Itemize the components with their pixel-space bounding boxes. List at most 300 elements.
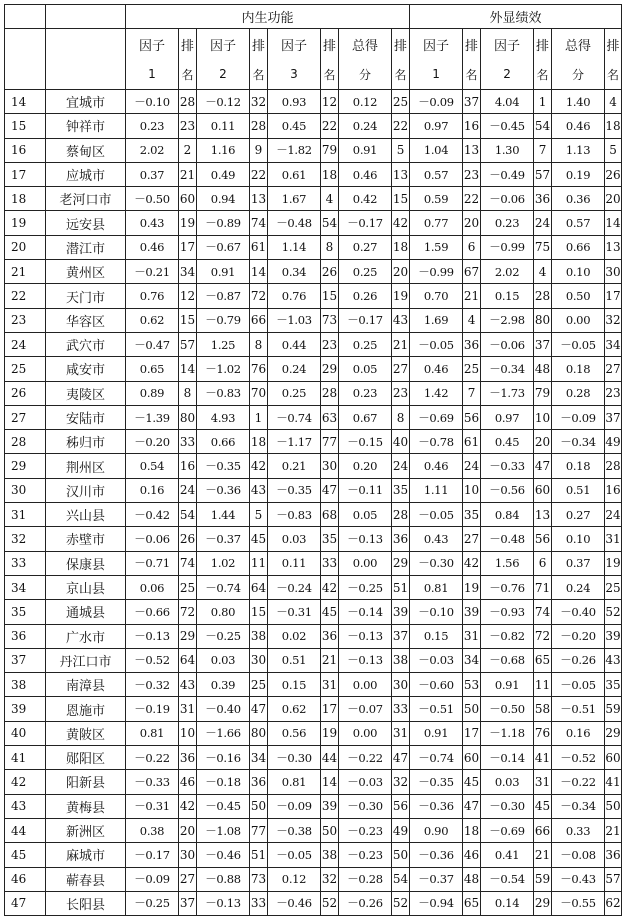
cell-outer-total-score: 0.36: [552, 187, 605, 211]
cell-inner-total-score: 0.67: [339, 405, 392, 429]
cell-inner-factor1-rank: 57: [179, 332, 197, 356]
cell-row-index: 15: [5, 114, 46, 138]
cell-inner-factor3: －0.24: [268, 575, 321, 599]
cell-outer-total-score: 0.27: [552, 503, 605, 527]
cell-inner-factor2: 0.66: [197, 430, 250, 454]
cell-row-index: 43: [5, 794, 46, 818]
cell-outer-total-rank: 52: [605, 600, 622, 624]
cell-inner-factor3: 0.11: [268, 551, 321, 575]
cell-row-index: 23: [5, 308, 46, 332]
cell-outer-total-score: －0.43: [552, 867, 605, 891]
cell-inner-factor3: 0.21: [268, 454, 321, 478]
cell-inner-factor3: 1.14: [268, 235, 321, 259]
group-header-inner: 内生功能: [126, 5, 410, 29]
cell-inner-factor1: －0.50: [126, 187, 179, 211]
cell-inner-total-score: －0.13: [339, 648, 392, 672]
cell-inner-factor3-rank: 54: [321, 211, 339, 235]
table-row: [5, 405, 622, 429]
cell-inner-factor3: 0.15: [268, 673, 321, 697]
cell-inner-factor3: 0.34: [268, 260, 321, 284]
cell-outer-factor2: －0.33: [481, 454, 534, 478]
cell-region-name: 天门市: [46, 284, 126, 308]
col-header-top: 因子: [197, 29, 250, 60]
group-header-outer: 外显绩效: [410, 5, 622, 29]
cell-inner-total-score: 0.25: [339, 260, 392, 284]
table-row: [5, 600, 622, 624]
cell-outer-factor1: －0.69: [410, 405, 463, 429]
cell-inner-factor1-rank: 26: [179, 527, 197, 551]
cell-inner-factor2: －0.25: [197, 624, 250, 648]
cell-outer-total-rank: 21: [605, 818, 622, 842]
cell-inner-factor2: －0.45: [197, 794, 250, 818]
cell-inner-factor3: 0.12: [268, 867, 321, 891]
cell-inner-total-score: 0.00: [339, 721, 392, 745]
cell-inner-factor3: 1.67: [268, 187, 321, 211]
cell-inner-total-score: －0.11: [339, 478, 392, 502]
cell-inner-factor1: 0.65: [126, 357, 179, 381]
cell-inner-factor1-rank: 17: [179, 235, 197, 259]
cell-inner-factor1: 0.62: [126, 308, 179, 332]
cell-inner-total-score: －0.26: [339, 891, 392, 915]
cell-inner-total-score: －0.17: [339, 211, 392, 235]
cell-outer-factor2-rank: 24: [534, 211, 552, 235]
cell-inner-factor1: 0.06: [126, 575, 179, 599]
cell-inner-factor1: －0.21: [126, 260, 179, 284]
cell-outer-factor1: －0.94: [410, 891, 463, 915]
cell-outer-factor1-rank: 67: [463, 260, 481, 284]
cell-outer-factor2: 1.30: [481, 138, 534, 162]
cell-outer-factor2-rank: 31: [534, 770, 552, 794]
cell-region-name: 京山县: [46, 575, 126, 599]
cell-outer-total-score: 0.18: [552, 454, 605, 478]
table-row: [5, 162, 622, 186]
col-header-top: 排: [250, 29, 268, 60]
cell-inner-total-rank: 28: [392, 503, 410, 527]
cell-outer-factor2-rank: 57: [534, 162, 552, 186]
cell-inner-factor2-rank: 9: [250, 138, 268, 162]
cell-inner-factor1-rank: 23: [179, 114, 197, 138]
table-row: [5, 430, 622, 454]
cell-region-name: 远安县: [46, 211, 126, 235]
cell-outer-total-rank: 27: [605, 357, 622, 381]
cell-row-index: 31: [5, 503, 46, 527]
cell-inner-factor3-rank: 31: [321, 673, 339, 697]
cell-inner-factor2-rank: 11: [250, 551, 268, 575]
cell-outer-factor2-rank: 13: [534, 503, 552, 527]
cell-inner-factor2-rank: 42: [250, 454, 268, 478]
col-header-top: 因子: [126, 29, 179, 60]
cell-outer-total-rank: 16: [605, 478, 622, 502]
table-row: [5, 114, 622, 138]
cell-outer-factor1-rank: 7: [463, 381, 481, 405]
cell-inner-factor1-rank: 12: [179, 284, 197, 308]
cell-inner-total-score: 0.05: [339, 503, 392, 527]
header-subbottom-row: [5, 59, 622, 90]
cell-inner-factor1: 0.16: [126, 478, 179, 502]
cell-inner-total-score: 0.42: [339, 187, 392, 211]
cell-inner-factor3-rank: 50: [321, 818, 339, 842]
cell-inner-factor2-rank: 30: [250, 648, 268, 672]
cell-inner-factor1-rank: 60: [179, 187, 197, 211]
cell-inner-factor2-rank: 66: [250, 308, 268, 332]
cell-outer-factor1: 0.81: [410, 575, 463, 599]
cell-inner-total-rank: 25: [392, 90, 410, 114]
cell-region-name: 南漳县: [46, 673, 126, 697]
cell-inner-total-rank: 40: [392, 430, 410, 454]
cell-inner-total-score: 0.05: [339, 357, 392, 381]
cell-inner-factor3-rank: 4: [321, 187, 339, 211]
cell-inner-factor3-rank: 39: [321, 794, 339, 818]
cell-inner-factor2-rank: 80: [250, 721, 268, 745]
cell-inner-factor2-rank: 74: [250, 211, 268, 235]
cell-region-name: 安陆市: [46, 405, 126, 429]
cell-outer-total-rank: 35: [605, 673, 622, 697]
col-header-bottom: 名: [392, 59, 410, 90]
cell-region-name: 蔡甸区: [46, 138, 126, 162]
cell-outer-factor1-rank: 20: [463, 211, 481, 235]
cell-inner-total-score: －0.23: [339, 818, 392, 842]
cell-outer-total-rank: 24: [605, 503, 622, 527]
cell-outer-factor1: 0.46: [410, 357, 463, 381]
cell-region-name: 赤壁市: [46, 527, 126, 551]
cell-row-index: 29: [5, 454, 46, 478]
cell-inner-factor2: －0.16: [197, 746, 250, 770]
header-blank-name: [46, 29, 126, 60]
cell-outer-factor2: －0.06: [481, 187, 534, 211]
cell-region-name: 阳新县: [46, 770, 126, 794]
cell-inner-factor1-rank: 29: [179, 624, 197, 648]
cell-inner-total-rank: 36: [392, 527, 410, 551]
cell-inner-factor2: －0.79: [197, 308, 250, 332]
cell-outer-total-rank: 4: [605, 90, 622, 114]
cell-row-index: 26: [5, 381, 46, 405]
cell-inner-factor2-rank: 8: [250, 332, 268, 356]
cell-row-index: 36: [5, 624, 46, 648]
cell-outer-factor2: 2.02: [481, 260, 534, 284]
cell-inner-factor2: 1.44: [197, 503, 250, 527]
cell-inner-factor1-rank: 28: [179, 90, 197, 114]
cell-row-index: 44: [5, 818, 46, 842]
cell-inner-factor1: －0.42: [126, 503, 179, 527]
cell-inner-total-rank: 39: [392, 600, 410, 624]
cell-region-name: 新洲区: [46, 818, 126, 842]
cell-inner-factor3: 0.44: [268, 332, 321, 356]
cell-inner-factor1: 0.43: [126, 211, 179, 235]
cell-inner-factor3: 0.25: [268, 381, 321, 405]
cell-outer-factor1: －0.05: [410, 503, 463, 527]
cell-inner-factor1-rank: 34: [179, 260, 197, 284]
cell-outer-total-score: 1.40: [552, 90, 605, 114]
cell-outer-factor1-rank: 45: [463, 770, 481, 794]
cell-inner-factor3: 0.61: [268, 162, 321, 186]
cell-inner-factor1-rank: 31: [179, 697, 197, 721]
cell-inner-total-rank: 30: [392, 673, 410, 697]
cell-outer-factor1: 0.43: [410, 527, 463, 551]
cell-inner-total-rank: 38: [392, 648, 410, 672]
col-header-top: 因子: [481, 29, 534, 60]
cell-outer-total-rank: 43: [605, 648, 622, 672]
cell-inner-factor1: 0.46: [126, 235, 179, 259]
cell-row-index: 37: [5, 648, 46, 672]
cell-inner-factor2-rank: 33: [250, 891, 268, 915]
cell-inner-factor3: 0.51: [268, 648, 321, 672]
cell-row-index: 32: [5, 527, 46, 551]
header-group-row: [5, 5, 622, 29]
header-blank-index: [5, 5, 46, 29]
cell-inner-factor3-rank: 19: [321, 721, 339, 745]
cell-inner-factor1: －0.22: [126, 746, 179, 770]
col-header-bottom: 2: [197, 59, 250, 90]
cell-outer-factor2: －0.68: [481, 648, 534, 672]
table-row: [5, 648, 622, 672]
cell-inner-factor2: －1.66: [197, 721, 250, 745]
cell-outer-factor1-rank: 22: [463, 187, 481, 211]
cell-inner-factor2-rank: 43: [250, 478, 268, 502]
cell-inner-total-score: －0.17: [339, 308, 392, 332]
cell-outer-total-rank: 25: [605, 575, 622, 599]
cell-outer-factor2-rank: 59: [534, 867, 552, 891]
cell-inner-total-score: －0.13: [339, 527, 392, 551]
cell-inner-factor3-rank: 63: [321, 405, 339, 429]
cell-outer-total-rank: 20: [605, 187, 622, 211]
cell-row-index: 33: [5, 551, 46, 575]
table-row: [5, 357, 622, 381]
cell-inner-factor2-rank: 64: [250, 575, 268, 599]
cell-outer-factor2: 0.15: [481, 284, 534, 308]
cell-outer-total-rank: 41: [605, 770, 622, 794]
cell-inner-factor1-rank: 27: [179, 867, 197, 891]
cell-outer-total-score: 0.46: [552, 114, 605, 138]
cell-inner-factor2: 0.11: [197, 114, 250, 138]
cell-inner-factor3: －0.74: [268, 405, 321, 429]
cell-outer-factor1-rank: 24: [463, 454, 481, 478]
cell-outer-factor1: 0.91: [410, 721, 463, 745]
cell-region-name: 蕲春县: [46, 867, 126, 891]
cell-inner-factor2-rank: 73: [250, 867, 268, 891]
cell-row-index: 28: [5, 430, 46, 454]
cell-outer-factor1-rank: 4: [463, 308, 481, 332]
cell-inner-total-score: －0.25: [339, 575, 392, 599]
table-row: [5, 746, 622, 770]
cell-inner-total-rank: 13: [392, 162, 410, 186]
cell-inner-factor3: 0.76: [268, 284, 321, 308]
cell-row-index: 41: [5, 746, 46, 770]
cell-outer-factor1-rank: 23: [463, 162, 481, 186]
cell-inner-factor2-rank: 36: [250, 770, 268, 794]
cell-outer-factor2-rank: 41: [534, 746, 552, 770]
table-row: [5, 770, 622, 794]
cell-inner-factor1-rank: 36: [179, 746, 197, 770]
cell-inner-factor1-rank: 74: [179, 551, 197, 575]
cell-outer-factor2-rank: 80: [534, 308, 552, 332]
cell-row-index: 17: [5, 162, 46, 186]
cell-inner-total-rank: 5: [392, 138, 410, 162]
cell-inner-factor3-rank: 28: [321, 381, 339, 405]
cell-outer-total-score: －0.34: [552, 430, 605, 454]
cell-inner-factor1: －0.17: [126, 843, 179, 867]
col-header-top: 排: [534, 29, 552, 60]
cell-outer-factor2: －0.56: [481, 478, 534, 502]
cell-outer-total-score: 0.66: [552, 235, 605, 259]
cell-outer-total-rank: 31: [605, 527, 622, 551]
cell-inner-factor2-rank: 77: [250, 818, 268, 842]
cell-outer-factor1-rank: 60: [463, 746, 481, 770]
cell-inner-factor3: 0.81: [268, 770, 321, 794]
cell-inner-factor3: 0.56: [268, 721, 321, 745]
cell-inner-factor1-rank: 64: [179, 648, 197, 672]
cell-inner-factor1: －0.32: [126, 673, 179, 697]
cell-inner-factor1: －0.47: [126, 332, 179, 356]
cell-inner-factor1-rank: 72: [179, 600, 197, 624]
cell-inner-total-rank: 33: [392, 697, 410, 721]
cell-outer-factor1: －0.36: [410, 843, 463, 867]
cell-inner-factor1-rank: 80: [179, 405, 197, 429]
cell-inner-factor3: －0.38: [268, 818, 321, 842]
cell-outer-factor1-rank: 34: [463, 648, 481, 672]
cell-region-name: 华容区: [46, 308, 126, 332]
cell-outer-factor1-rank: 65: [463, 891, 481, 915]
cell-outer-factor1: －0.99: [410, 260, 463, 284]
cell-outer-factor1: －0.03: [410, 648, 463, 672]
cell-inner-factor3: 0.62: [268, 697, 321, 721]
cell-outer-factor1: 0.46: [410, 454, 463, 478]
cell-inner-factor3-rank: 18: [321, 162, 339, 186]
cell-outer-total-rank: 13: [605, 235, 622, 259]
cell-outer-total-score: －0.05: [552, 332, 605, 356]
cell-outer-factor1: 0.90: [410, 818, 463, 842]
cell-outer-factor2: 0.97: [481, 405, 534, 429]
cell-inner-total-rank: 52: [392, 891, 410, 915]
cell-inner-factor2-rank: 18: [250, 430, 268, 454]
table-row: [5, 551, 622, 575]
cell-inner-factor2-rank: 38: [250, 624, 268, 648]
cell-outer-factor2-rank: 10: [534, 405, 552, 429]
cell-inner-factor1: －0.10: [126, 90, 179, 114]
col-header-bottom: 3: [268, 59, 321, 90]
cell-inner-factor1: 0.54: [126, 454, 179, 478]
table-row: [5, 503, 622, 527]
cell-outer-factor2-rank: 65: [534, 648, 552, 672]
cell-inner-factor2-rank: 51: [250, 843, 268, 867]
cell-inner-factor3-rank: 73: [321, 308, 339, 332]
cell-outer-factor2-rank: 21: [534, 843, 552, 867]
cell-inner-factor3: －1.17: [268, 430, 321, 454]
cell-inner-factor3-rank: 33: [321, 551, 339, 575]
cell-outer-factor1-rank: 10: [463, 478, 481, 502]
cell-inner-factor1-rank: 10: [179, 721, 197, 745]
cell-outer-factor1: －0.60: [410, 673, 463, 697]
cell-outer-factor1-rank: 50: [463, 697, 481, 721]
col-header-bottom: 名: [250, 59, 268, 90]
cell-row-index: 38: [5, 673, 46, 697]
cell-row-index: 40: [5, 721, 46, 745]
cell-inner-factor2-rank: 76: [250, 357, 268, 381]
cell-outer-factor2-rank: 58: [534, 697, 552, 721]
cell-region-name: 黄陂区: [46, 721, 126, 745]
cell-inner-factor2-rank: 25: [250, 673, 268, 697]
cell-inner-total-rank: 32: [392, 770, 410, 794]
cell-inner-factor1-rank: 14: [179, 357, 197, 381]
cell-outer-total-score: 0.00: [552, 308, 605, 332]
col-header-bottom: 名: [179, 59, 197, 90]
cell-row-index: 16: [5, 138, 46, 162]
cell-row-index: 27: [5, 405, 46, 429]
cell-inner-factor3-rank: 8: [321, 235, 339, 259]
cell-inner-factor1-rank: 33: [179, 430, 197, 454]
cell-inner-factor1: －0.66: [126, 600, 179, 624]
cell-outer-total-score: 0.51: [552, 478, 605, 502]
cell-inner-factor1: 2.02: [126, 138, 179, 162]
cell-outer-factor1: 0.57: [410, 162, 463, 186]
cell-outer-factor2: 0.91: [481, 673, 534, 697]
cell-row-index: 30: [5, 478, 46, 502]
cell-outer-factor1-rank: 17: [463, 721, 481, 745]
cell-inner-total-rank: 50: [392, 843, 410, 867]
cell-inner-factor2: －1.02: [197, 357, 250, 381]
header-subtop-row: [5, 29, 622, 60]
table-row: [5, 332, 622, 356]
cell-inner-factor3: －1.03: [268, 308, 321, 332]
cell-inner-factor1: 0.37: [126, 162, 179, 186]
cell-inner-factor3: －0.35: [268, 478, 321, 502]
cell-region-name: 钟祥市: [46, 114, 126, 138]
cell-outer-factor2-rank: 28: [534, 284, 552, 308]
cell-inner-total-rank: 29: [392, 551, 410, 575]
cell-inner-total-score: 0.00: [339, 673, 392, 697]
cell-inner-factor1-rank: 42: [179, 794, 197, 818]
cell-outer-factor2: －2.98: [481, 308, 534, 332]
cell-inner-factor2: 1.16: [197, 138, 250, 162]
header-blank-index: [5, 29, 46, 60]
cell-outer-factor2: 4.04: [481, 90, 534, 114]
cell-inner-factor1: －0.31: [126, 794, 179, 818]
header-blank-name: [46, 59, 126, 90]
cell-inner-factor3-rank: 36: [321, 624, 339, 648]
cell-inner-factor1: －0.25: [126, 891, 179, 915]
cell-outer-total-rank: 18: [605, 114, 622, 138]
cell-outer-factor1: －0.36: [410, 794, 463, 818]
cell-outer-factor1: 0.70: [410, 284, 463, 308]
cell-inner-factor3-rank: 32: [321, 867, 339, 891]
cell-outer-factor2: －0.30: [481, 794, 534, 818]
cell-row-index: 19: [5, 211, 46, 235]
cell-inner-factor2-rank: 34: [250, 746, 268, 770]
cell-inner-factor2: －0.35: [197, 454, 250, 478]
cell-outer-factor1-rank: 37: [463, 90, 481, 114]
cell-inner-total-score: 0.00: [339, 551, 392, 575]
cell-outer-factor2: －0.54: [481, 867, 534, 891]
cell-inner-factor3-rank: 68: [321, 503, 339, 527]
table-row: [5, 818, 622, 842]
cell-region-name: 应城市: [46, 162, 126, 186]
cell-row-index: 46: [5, 867, 46, 891]
cell-inner-factor3: 0.93: [268, 90, 321, 114]
cell-outer-total-rank: 50: [605, 794, 622, 818]
cell-outer-factor2: 0.41: [481, 843, 534, 867]
cell-outer-factor2-rank: 66: [534, 818, 552, 842]
cell-inner-total-score: －0.23: [339, 843, 392, 867]
col-header-bottom: 名: [534, 59, 552, 90]
cell-outer-total-score: 0.10: [552, 260, 605, 284]
cell-outer-factor2-rank: 20: [534, 430, 552, 454]
cell-outer-factor1: 0.59: [410, 187, 463, 211]
cell-outer-total-score: －0.09: [552, 405, 605, 429]
cell-outer-factor2: 0.84: [481, 503, 534, 527]
ranking-table: [4, 4, 622, 916]
cell-inner-factor3-rank: 45: [321, 600, 339, 624]
cell-inner-total-rank: 51: [392, 575, 410, 599]
cell-inner-factor1-rank: 24: [179, 478, 197, 502]
